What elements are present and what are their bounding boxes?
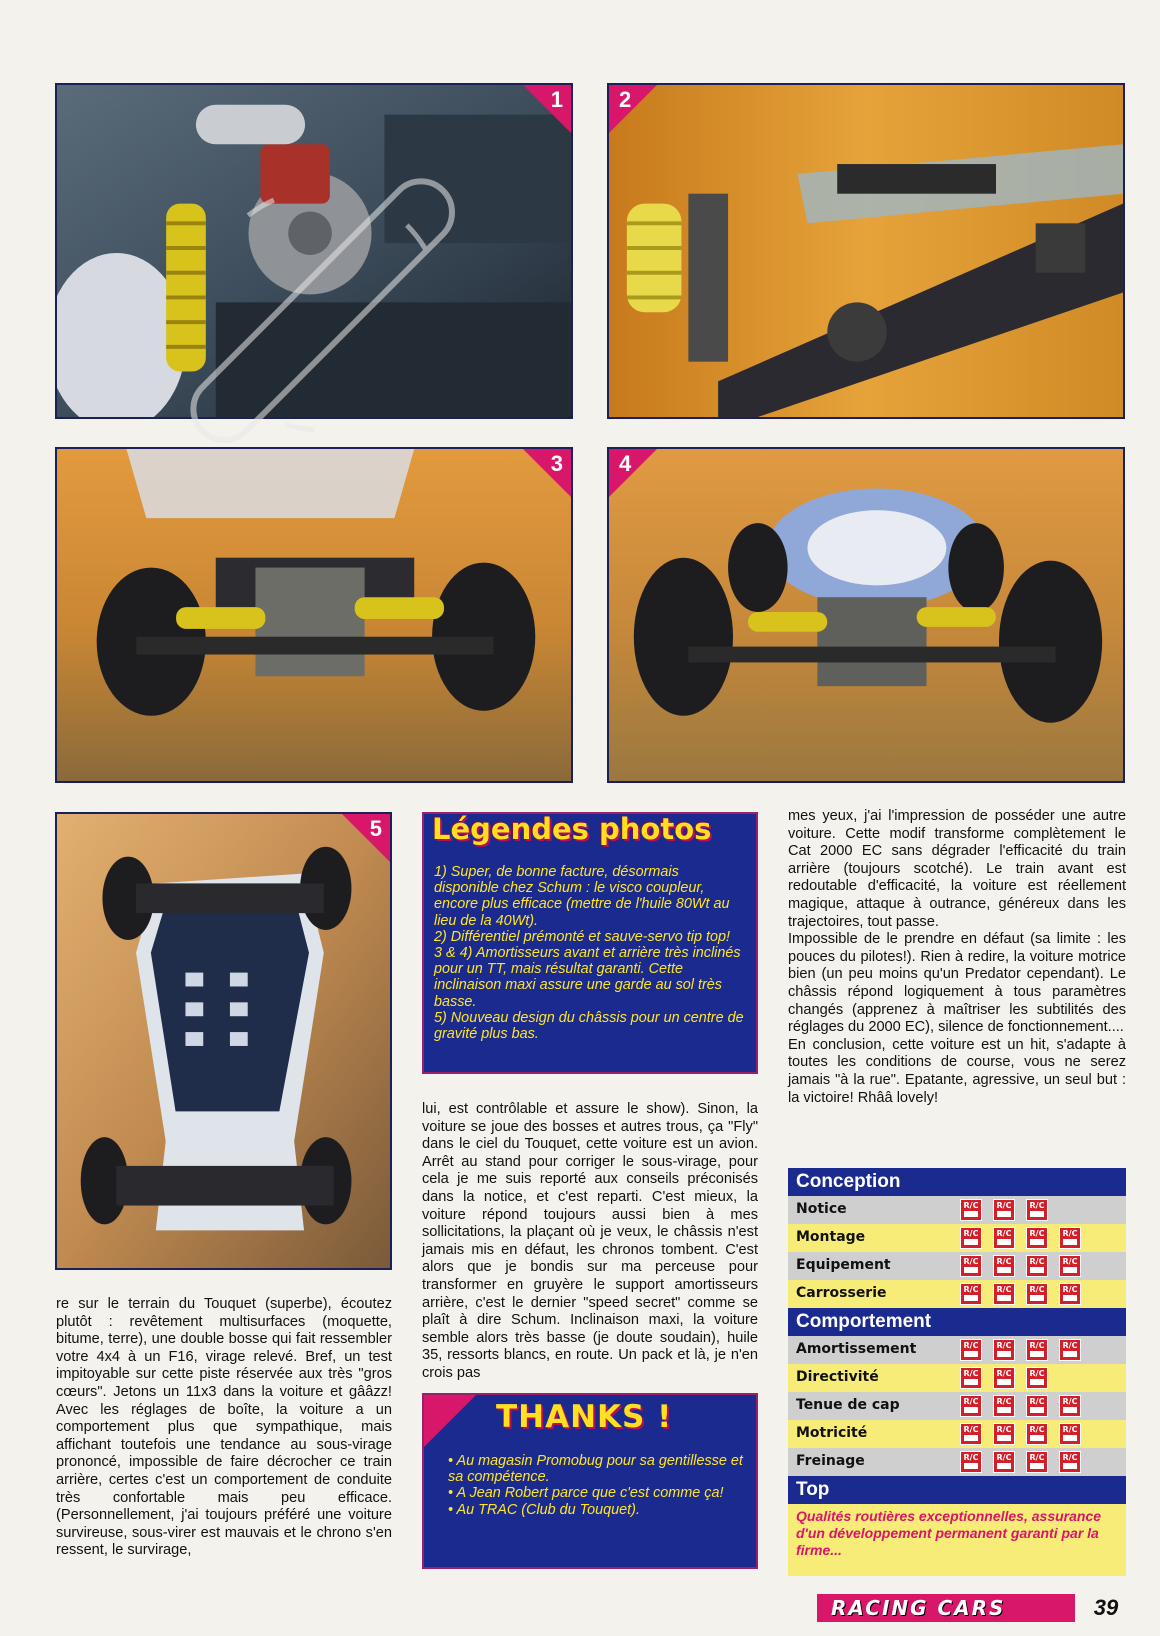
article-column-1 bbox=[56, 1296, 392, 1560]
rc-rating-icon bbox=[1026, 1395, 1048, 1417]
rating-icons bbox=[960, 1199, 1059, 1221]
rating-label: Motricité bbox=[796, 1425, 868, 1441]
rating-label: Amortissement bbox=[796, 1341, 917, 1357]
rc-rating-icon bbox=[960, 1339, 982, 1361]
ratings-section-comportement: Comportement bbox=[788, 1308, 1126, 1336]
rc-rating-icon bbox=[993, 1395, 1015, 1417]
rc-rating-icon bbox=[1059, 1255, 1081, 1277]
rating-row bbox=[788, 1224, 1126, 1252]
rc-rating-icon bbox=[1026, 1283, 1048, 1305]
rc-rating-icon bbox=[960, 1283, 982, 1305]
article-column-3-paragraph: En conclusion, cette voiture est un hit, s'adapte à toutes les conditions de course, vous ne serez jamais "à la rue". Epatante, agressive, un seul but : la victoire! Rhââ lovely! bbox=[788, 1036, 1126, 1106]
rating-label: Freinage bbox=[796, 1453, 865, 1469]
article-column-3-paragraph: Impossible de le prendre en défaut (sa limite : les pouces du pilotes!). Rien à redire, la voiture motrice bien (un peu moins qu'un Predator cependant). Le châssis répond logiquement à tous paramètres changés (apprenez à maîtriser les subtilités des réglages du 2000 EC), silence de fonctionnement.... bbox=[788, 931, 1126, 1036]
rating-label: Notice bbox=[796, 1201, 847, 1217]
rating-label: Carrosserie bbox=[796, 1285, 887, 1301]
photo-4 bbox=[607, 447, 1125, 783]
rc-rating-icon bbox=[1059, 1423, 1081, 1445]
photo-3-image bbox=[57, 449, 571, 781]
article-column-2-paragraph: lui, est contrôlable et assure le show). Sinon, la voiture se joue des bosses et autres trous, ça "Fly" dans le ciel du Touquet, cette voiture est un avion. Arrêt au stand pour corriger le sous-virage, pour cela je me suis reporté aux conseils préconisés dans la notice, et c'est reparti. C'est mieux, la voiture répond toujours aussi bien à mes sollicitations, la plaçant où je veux, le châssis n'est jamais mis en défaut, les chronos tombent. C'est alors que je bondis sur ma perceuse pour transformer en gruyère le support amortisseurs arrière, c'est le dernier "speed secret" comme se plaît à dire Schum. Inclinaison maxi, la voiture semble alors très basse (je doute soudain), huile 35, ressorts blancs, en route. Un pack et là, je n'en crois pas bbox=[422, 1101, 758, 1381]
thanks-item: • Au TRAC (Club du Touquet). bbox=[448, 1501, 640, 1518]
thanks-item: • Au magasin Promobug pour sa gentillesse et sa compétence. bbox=[448, 1453, 743, 1486]
article-column-1-paragraph: re sur le terrain du Touquet (superbe), écoutez plutôt : revêtement multisurfaces (moquette, bitume, terre), une double bosse qui fait ressembler votre 4x4 à un F16, virage relevé. Bref, un test impitoyable sur cette piste réservée aux très "gros cœurs". Jetons un 11x3 dans la voiture et gââzz! Avec les réglages de boîte, la voiture a un comportement plus que sympathique, mais affichant toutefois une tendance au sous-virage prononcé, impossible de faire décrocher ce train arrière, certes c'est un comportement de conduite très confortable mais peu efficace. (Personnellement, j'ai toujours préféré une voiture survireuse, sous-virer est mauvais et le chrono s'en ressent, le survirage, bbox=[56, 1296, 392, 1559]
rc-rating-icon bbox=[960, 1367, 982, 1389]
ratings-table bbox=[788, 1168, 1126, 1576]
rc-rating-icon bbox=[1059, 1227, 1081, 1249]
rc-rating-icon bbox=[1059, 1283, 1081, 1305]
article-column-2 bbox=[422, 1101, 758, 1383]
thanks-item: • A Jean Robert parce que c'est comme ça! bbox=[448, 1485, 724, 1502]
rating-row bbox=[788, 1448, 1126, 1476]
rc-rating-icon bbox=[993, 1227, 1015, 1249]
rating-icons bbox=[960, 1395, 1092, 1417]
rc-rating-icon bbox=[960, 1451, 982, 1473]
legend-item: 3 & 4) Amortisseurs avant et arrière très inclinés pour un TT, mais résultat garanti. Cette inclinaison maxi assure une garde au sol très basse. bbox=[434, 945, 741, 1010]
rc-rating-icon bbox=[993, 1283, 1015, 1305]
photo-5-image bbox=[57, 814, 390, 1268]
legend-item: 5) Nouveau design du châssis pour un centre de gravité plus bas. bbox=[434, 1009, 744, 1043]
rc-rating-icon bbox=[1026, 1367, 1048, 1389]
thanks-corner-accent bbox=[424, 1395, 476, 1447]
photo-1 bbox=[55, 83, 573, 419]
rc-rating-icon bbox=[1026, 1423, 1048, 1445]
rc-rating-icon bbox=[960, 1199, 982, 1221]
rating-label: Equipement bbox=[796, 1257, 891, 1273]
thanks-body bbox=[448, 1453, 746, 1518]
rc-rating-icon bbox=[960, 1227, 982, 1249]
page-number: 39 bbox=[1075, 1594, 1137, 1622]
rc-rating-icon bbox=[1059, 1339, 1081, 1361]
legend-item: 2) Différentiel prémonté et sauve-servo tip top! bbox=[434, 928, 730, 945]
rc-rating-icon bbox=[960, 1255, 982, 1277]
photo-5 bbox=[55, 812, 392, 1270]
article-column-3-paragraph: mes yeux, j'ai l'impression de posséder une autre voiture. Cette modif transforme complètement le Cat 2000 EC sans dégrader l'efficacité du train arrière (toujours scotché). Le train avant est redoutable d'efficacité, la voiture est réellement magique, attaque à outrance, généreux dans les trajectoires, tout passe. bbox=[788, 808, 1126, 930]
photo-5-number: 5 bbox=[369, 816, 382, 841]
rating-label: Directivité bbox=[796, 1369, 879, 1385]
legend-title: Légendes photos bbox=[432, 812, 712, 846]
photo-1-number: 1 bbox=[550, 87, 563, 112]
rating-row bbox=[788, 1196, 1126, 1224]
photo-4-image bbox=[609, 449, 1123, 781]
rating-row bbox=[788, 1336, 1126, 1364]
rc-rating-icon bbox=[1059, 1451, 1081, 1473]
rating-icons bbox=[960, 1451, 1092, 1473]
photo-4-number: 4 bbox=[619, 451, 632, 476]
magazine-name: RACING CARS bbox=[831, 1596, 1006, 1620]
rating-row bbox=[788, 1252, 1126, 1280]
photo-3-number: 3 bbox=[550, 451, 563, 476]
ratings-section-conception: Conception bbox=[788, 1168, 1126, 1196]
rating-row bbox=[788, 1280, 1126, 1308]
rating-label: Tenue de cap bbox=[796, 1397, 900, 1413]
article-column-3 bbox=[788, 808, 1126, 1107]
top-box bbox=[788, 1504, 1126, 1576]
rc-rating-icon bbox=[1026, 1451, 1048, 1473]
thanks-box bbox=[422, 1393, 758, 1569]
rating-row bbox=[788, 1420, 1126, 1448]
photo-3 bbox=[55, 447, 573, 783]
rc-rating-icon bbox=[993, 1199, 1015, 1221]
photo-2-image bbox=[609, 85, 1123, 417]
legend-item: 1) Super, de bonne facture, désormais disponible chez Schum : le visco coupleur, encore plus efficace (mettre de l'huile 80Wt au lieu de la 40Wt). bbox=[434, 864, 730, 929]
rc-rating-icon bbox=[960, 1423, 982, 1445]
rc-rating-icon bbox=[1026, 1199, 1048, 1221]
rc-rating-icon bbox=[960, 1395, 982, 1417]
photo-2 bbox=[607, 83, 1125, 419]
rating-icons bbox=[960, 1339, 1092, 1361]
rating-row bbox=[788, 1364, 1126, 1392]
rating-icons bbox=[960, 1367, 1059, 1389]
rating-icons bbox=[960, 1227, 1092, 1249]
rc-rating-icon bbox=[993, 1451, 1015, 1473]
photo-1-image bbox=[57, 85, 571, 417]
rating-icons bbox=[960, 1255, 1092, 1277]
rc-rating-icon bbox=[993, 1423, 1015, 1445]
rc-rating-icon bbox=[1026, 1255, 1048, 1277]
rating-label: Montage bbox=[796, 1229, 866, 1245]
page-footer bbox=[817, 1594, 1137, 1622]
rc-rating-icon bbox=[1026, 1227, 1048, 1249]
top-text: Qualités routières exceptionnelles, assurance d'un développement permanent garanti par la firme... bbox=[796, 1508, 1102, 1558]
rating-icons bbox=[960, 1423, 1092, 1445]
photo-legend-box bbox=[422, 812, 758, 1074]
ratings-section-top: Top bbox=[788, 1476, 1126, 1504]
rc-rating-icon bbox=[993, 1255, 1015, 1277]
photo-2-number: 2 bbox=[619, 87, 632, 112]
thanks-title: THANKS ! bbox=[496, 1399, 673, 1435]
legend-body bbox=[434, 864, 744, 1042]
rating-icons bbox=[960, 1283, 1092, 1305]
rc-rating-icon bbox=[1026, 1339, 1048, 1361]
rc-rating-icon bbox=[1059, 1395, 1081, 1417]
rating-row bbox=[788, 1392, 1126, 1420]
rc-rating-icon bbox=[993, 1367, 1015, 1389]
rc-rating-icon bbox=[993, 1339, 1015, 1361]
